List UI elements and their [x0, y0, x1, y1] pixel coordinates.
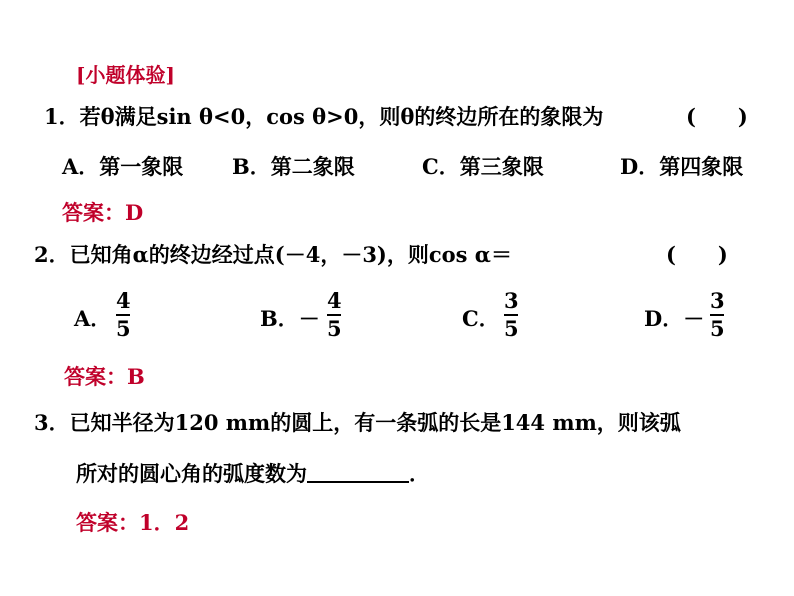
q2-option-b-denominator: 5	[327, 316, 342, 341]
q2-option-d-letter: D．	[644, 306, 684, 331]
q2-option-c-fraction	[502, 290, 521, 340]
q1-option-b: B．第二象限	[232, 154, 355, 179]
q2-option-a-label: A．	[74, 306, 112, 331]
q3-answer: 答案：1．2	[76, 510, 190, 535]
q2-option-d-fraction	[708, 290, 727, 340]
q2-option-c-label: C．	[462, 306, 500, 331]
q2-option-d-sign: －	[683, 306, 705, 331]
q3-text-line2	[76, 461, 430, 487]
q2-option-d-numerator: 3	[710, 288, 725, 313]
q2-option-a-numerator: 4	[116, 288, 131, 313]
q2-answer: 答案：B	[64, 364, 145, 389]
q2-option-a-denominator: 5	[116, 316, 131, 341]
q2-option-b-numerator: 4	[327, 288, 342, 313]
q2-option-b-sign: －	[298, 306, 320, 331]
q2-option-a-fraction	[114, 290, 133, 340]
q1-option-c: C．第三象限	[422, 154, 544, 179]
section-title: [小题体验]	[76, 63, 175, 87]
q2-option-b-label	[260, 306, 320, 332]
answer-blank	[307, 461, 409, 483]
q3-text-line2-end: ．	[409, 461, 430, 486]
q1-option-a: A．第一象限	[62, 154, 184, 179]
q3-text-line2-main: 所对的圆心角的弧度数为	[76, 461, 307, 486]
q1-text: 1．若θ满足sin θ<0，cos θ>0，则θ的终边所在的象限为	[44, 104, 604, 129]
q2-text: 2．已知角α的终边经过点(－4，－3)，则cos α＝	[34, 242, 512, 267]
q1-option-d: D．第四象限	[620, 154, 744, 179]
q2-option-c-numerator: 3	[504, 288, 519, 313]
q2-option-c-denominator: 5	[504, 316, 519, 341]
q2-option-d-denominator: 5	[710, 316, 725, 341]
q2-option-b-letter: B．	[260, 306, 299, 331]
q3-text-line1: 3．已知半径为120 mm的圆上，有一条弧的长是144 mm，则该弧	[34, 410, 681, 435]
q1-answer: 答案：D	[62, 200, 144, 225]
q2-option-b-fraction	[325, 290, 344, 340]
q2-paren: ( )	[666, 242, 728, 267]
q2-option-d-label	[644, 306, 704, 332]
q1-paren: ( )	[686, 104, 748, 129]
